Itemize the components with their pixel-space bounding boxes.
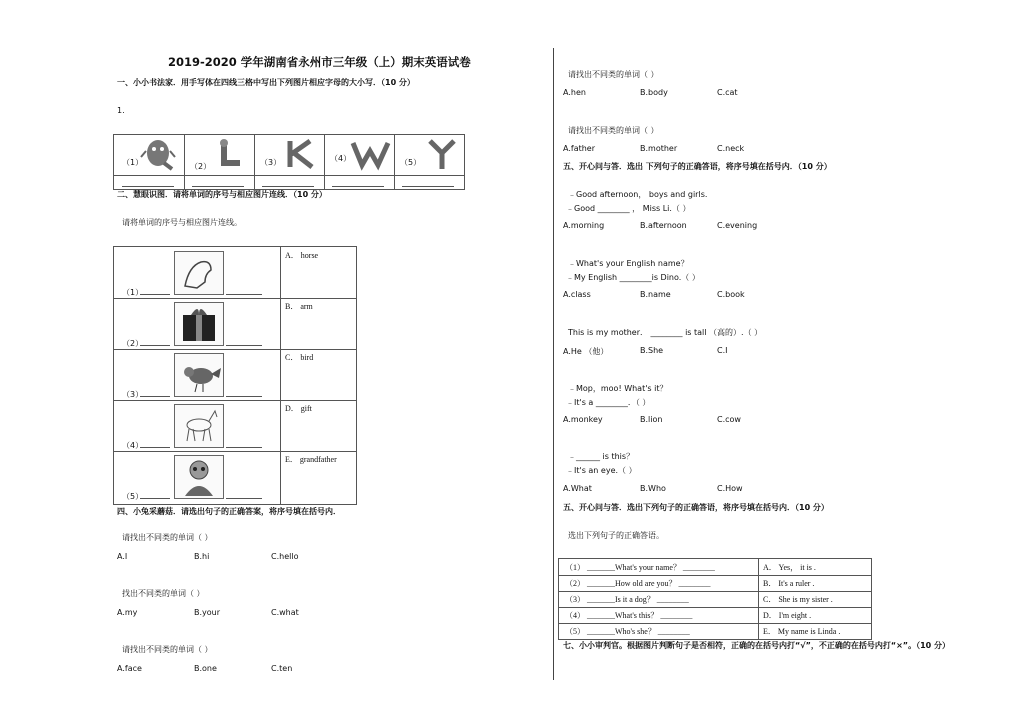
table-row bbox=[559, 575, 871, 592]
section5b-instruction: 选出下列句子的正确答语。 bbox=[568, 531, 664, 540]
letter-W-figure-icon bbox=[350, 137, 392, 171]
table-row bbox=[559, 559, 871, 576]
table-row bbox=[114, 247, 356, 299]
dialog-line: ﹣______ is this？ bbox=[568, 452, 635, 461]
answer-cell: D． I'm eight . bbox=[763, 611, 812, 620]
answer-cell: B． It's a ruler . bbox=[763, 579, 815, 588]
matching-table bbox=[113, 246, 357, 505]
answer-blank[interactable] bbox=[402, 186, 454, 187]
question-prompt: 请找出不同类的单词（ ） bbox=[568, 70, 659, 79]
sentence-match-table bbox=[558, 558, 872, 640]
item-label: （3） bbox=[260, 158, 282, 167]
option[interactable]: C.I bbox=[717, 346, 728, 355]
section2-heading: 二、慧眼识图．请将单词的序号与相应图片连线．（10 分） bbox=[117, 190, 327, 199]
option[interactable]: C.cow bbox=[717, 415, 741, 424]
question-prompt: 找出不同类的单词（ ） bbox=[122, 589, 205, 598]
question-cell: （2） _______How old are you？ ________ bbox=[565, 579, 711, 588]
letter-L-figure-icon bbox=[212, 137, 248, 171]
answer-blank[interactable] bbox=[262, 186, 314, 187]
letters-answer-row bbox=[114, 175, 464, 189]
arm-icon bbox=[174, 251, 224, 295]
option[interactable]: C.neck bbox=[717, 144, 745, 153]
letter-cell bbox=[114, 135, 185, 175]
option[interactable]: A.my bbox=[117, 608, 138, 617]
word-option: E． grandfather bbox=[285, 455, 337, 464]
question-prompt: 请找出不同类的单词（ ） bbox=[122, 533, 213, 542]
option[interactable]: C.evening bbox=[717, 221, 758, 230]
item-label: （3） bbox=[122, 390, 144, 399]
dialog-line: This is my mother． ________ is tall （高的）.（ ） bbox=[568, 328, 763, 337]
section5-heading: 五、开心问与答．选出 下列句子的正确答语，将序号填在括号内．（10 分） bbox=[563, 162, 832, 171]
letter-Y-figure-icon bbox=[424, 137, 460, 171]
table-row bbox=[559, 623, 871, 639]
option[interactable]: B.lion bbox=[640, 415, 663, 424]
option[interactable]: B.name bbox=[640, 290, 671, 299]
letter-cell bbox=[324, 135, 395, 175]
word-option: B． arm bbox=[285, 302, 313, 311]
option[interactable]: B.hi bbox=[194, 552, 210, 561]
option[interactable]: A.face bbox=[117, 664, 142, 673]
dialog-line: ﹣It's a ________．（ ） bbox=[566, 398, 651, 407]
section2-instruction: 请将单词的序号与相应图片连线。 bbox=[122, 218, 242, 227]
page-title: 2019-2020 学年湖南省永州市三年级（上）期末英语试卷 bbox=[168, 55, 471, 69]
question-cell: （1） _______What's your name？ ________ bbox=[565, 563, 715, 572]
option[interactable]: C.ten bbox=[271, 664, 293, 673]
gift-icon bbox=[174, 302, 224, 346]
dialog-line: ﹣My English ________is Dino.（ ） bbox=[566, 273, 700, 282]
option[interactable]: A.father bbox=[563, 144, 596, 153]
dialog-line: ﹣Good afternoon， boys and girls. bbox=[568, 190, 708, 199]
question-prompt: 请找出不同类的单词（ ） bbox=[568, 126, 659, 135]
question-number: 1. bbox=[117, 106, 125, 115]
option[interactable]: C.book bbox=[717, 290, 745, 299]
option[interactable]: A.morning bbox=[563, 221, 605, 230]
item-label: （1） bbox=[122, 158, 144, 167]
item-label: （5） bbox=[122, 492, 144, 501]
dialog-line: ﹣It's an eye.（ ） bbox=[566, 466, 637, 475]
item-label: （2） bbox=[190, 162, 212, 171]
section5b-heading: 五、开心问与答．选出下列句子的正确答语，将序号填在括号内．（10 分） bbox=[563, 503, 829, 512]
option[interactable]: B.one bbox=[194, 664, 217, 673]
table-row bbox=[114, 349, 356, 401]
answer-cell: C． She is my sister . bbox=[763, 595, 833, 604]
answer-blank[interactable] bbox=[122, 186, 174, 187]
dialog-line: ﹣Good ________ ， Miss Li.（ ） bbox=[566, 204, 691, 213]
option[interactable]: B.Who bbox=[640, 484, 666, 493]
option[interactable]: C.hello bbox=[271, 552, 299, 561]
question-prompt: 请找出不同类的单词（ ） bbox=[122, 645, 213, 654]
option[interactable]: A.I bbox=[117, 552, 128, 561]
letter-K-figure-icon bbox=[282, 137, 320, 171]
bird-icon bbox=[174, 353, 224, 397]
option[interactable]: A.What bbox=[563, 484, 592, 493]
grandfather-icon bbox=[174, 455, 224, 499]
option[interactable]: A.hen bbox=[563, 88, 586, 97]
section7-heading: 七、小小审判官。根据图片判断句子是否相符，正确的在括号内打“√”，不正确的在括号内打“×”。（10 分） bbox=[563, 641, 950, 650]
letter-cell bbox=[394, 135, 464, 175]
item-label: （5） bbox=[400, 158, 422, 167]
letters-table bbox=[113, 134, 465, 190]
question-cell: （3） _______Is it a dog？ ________ bbox=[565, 595, 689, 604]
table-row bbox=[559, 591, 871, 608]
section4-heading: 四、小兔采蘑菇．请选出句子的正确答案，将序号填在括号内． bbox=[117, 507, 341, 516]
dialog-line: ﹣What's your English name？ bbox=[568, 259, 689, 268]
option[interactable]: C.cat bbox=[717, 88, 738, 97]
answer-cell: A． Yes， it is . bbox=[763, 563, 816, 572]
question-cell: （4） _______What's this？ ________ bbox=[565, 611, 693, 620]
option[interactable]: A.He （他） bbox=[563, 347, 609, 356]
item-label: （1） bbox=[122, 288, 144, 297]
item-label: （2） bbox=[122, 339, 144, 348]
letter-cell bbox=[254, 135, 325, 175]
question-cell: （5） _______Who's she？ ________ bbox=[565, 627, 690, 636]
letter-cell bbox=[184, 135, 255, 175]
option[interactable]: B.your bbox=[194, 608, 221, 617]
option[interactable]: B.afternoon bbox=[640, 221, 687, 230]
horse-icon bbox=[174, 404, 224, 448]
answer-blank[interactable] bbox=[192, 186, 244, 187]
word-option: D． gift bbox=[285, 404, 312, 413]
option[interactable]: C.what bbox=[271, 608, 299, 617]
word-option: A． horse bbox=[285, 251, 319, 260]
item-label: （4） bbox=[330, 154, 352, 163]
option[interactable]: B.mother bbox=[640, 144, 678, 153]
table-row bbox=[114, 400, 356, 452]
answer-blank[interactable] bbox=[332, 186, 384, 187]
option[interactable]: A.monkey bbox=[563, 415, 603, 424]
word-option: C． bird bbox=[285, 353, 314, 362]
option[interactable]: B.She bbox=[640, 346, 664, 355]
answer-cell: E． My name is Linda . bbox=[763, 627, 841, 636]
option[interactable]: C.How bbox=[717, 484, 743, 493]
table-row bbox=[114, 451, 356, 502]
letter-Q-figure-icon bbox=[138, 137, 178, 171]
item-label: （4） bbox=[122, 441, 144, 450]
dialog-line: ﹣Mop，moo! What's it？ bbox=[568, 384, 668, 393]
table-row bbox=[114, 298, 356, 350]
table-row bbox=[559, 607, 871, 624]
option[interactable]: B.body bbox=[640, 88, 668, 97]
section1-heading: 一、小小书法家．用手写体在四线三格中写出下列图片相应字母的大小写．（10 分） bbox=[117, 78, 415, 87]
option[interactable]: A.class bbox=[563, 290, 591, 299]
column-divider bbox=[553, 48, 554, 680]
